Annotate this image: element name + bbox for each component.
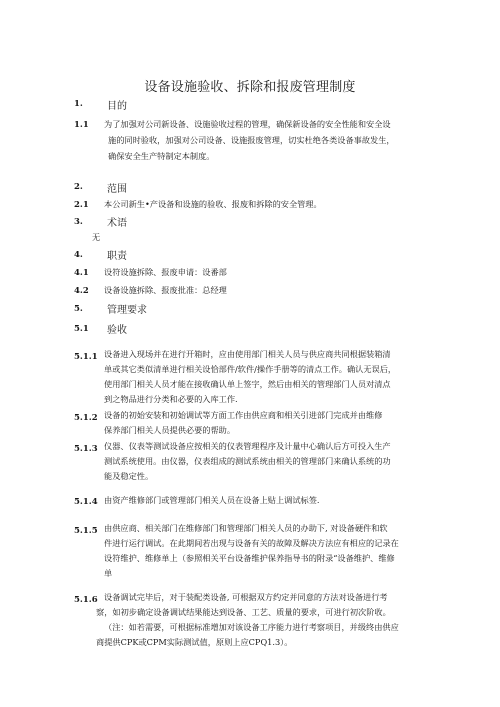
para-4-2-text: 设备设施拆除、报废批准：总经理 — [104, 285, 227, 295]
section-2-heading: 范围 — [107, 184, 127, 195]
para-1-1-text — [104, 116, 395, 164]
section-5-1-heading: 验收 — [107, 325, 127, 336]
para-2-1-text: 本公司新生•产设备和设施的验收、报废和拆除的安全管理。 — [104, 199, 322, 209]
para-5-1-4-text: 由资产维修部门或管理部门相关人员在设备上贴上调试标签. — [104, 495, 320, 505]
para-line: 仪器、仪表等测试设备应按相关的仪表管理程序及计量中心确认后方可投入生产 — [104, 441, 391, 451]
para-5-1-3-number: 5.1.3 — [74, 444, 98, 454]
section-4-number: 4. — [74, 250, 83, 260]
para-line: 能及稳定性。 — [104, 471, 154, 481]
para-line: 单 — [104, 568, 113, 578]
para-1-1-line: 确保安全生产特制定本制度。 — [108, 151, 215, 161]
para-line: 单或其它类似清单进行相关设恰部件/软件/操作手册等的清点工作。确认无误后， — [104, 364, 397, 374]
para-5-1-6-text — [96, 590, 399, 650]
section-5-number: 5. — [74, 304, 83, 314]
para-5-1-6-number: 5.1.6 — [74, 595, 98, 605]
para-line: 察，如初步确定设备调试结果能达到设备、工艺、质量的要求，可进行初次阶收。 — [96, 607, 391, 617]
para-5-1-2-text — [104, 408, 382, 438]
para-5-1-3-text — [104, 439, 391, 484]
para-line: 由供应商、相关部门在维修部门和管理部门相关人员的办助下, 对设备硬件和软 — [104, 523, 388, 533]
para-line: 商提供CPK或CPM实际测试值，原则上应CPQ1.3）。 — [96, 637, 293, 647]
para-4-1-number: 4.1 — [74, 268, 89, 278]
para-line: （注：如若需要，可根据标准增加对该设备工序能力进行考察项目，并级终由供应 — [104, 622, 399, 632]
para-1-1-line: 为了加强对公司新设备、设施验收过程的管理，确保新设备的安全性能和安全设 — [104, 119, 391, 129]
para-line: 件进行运行调试。在此期间若出现与设备有关的故障及解决方法应有相应的记录在 — [104, 538, 399, 548]
section-5-heading: 管理要求 — [107, 305, 147, 316]
section-3-heading: 术语 — [107, 218, 127, 229]
para-4-2-number: 4.2 — [74, 286, 89, 296]
section-3-number: 3. — [74, 217, 83, 227]
para-5-1-5-number: 5.1.5 — [74, 526, 98, 536]
para-5-1-5-text — [104, 521, 399, 581]
para-5-1-1-text — [104, 347, 396, 407]
section-1-heading: 目的 — [107, 101, 127, 112]
section-5-1-number: 5.1 — [74, 324, 89, 334]
section-2-number: 2. — [74, 182, 83, 192]
para-line: 使用部门相关人员才能在接收确认单上签字，然后由相关的管理部门人员对清点 — [104, 379, 391, 389]
para-1-1-number: 1.1 — [74, 120, 89, 130]
para-2-1-number: 2.1 — [74, 200, 89, 210]
para-line: 到之物品进行分类和必要的入库工作. — [104, 394, 238, 404]
section-3-text: 无 — [92, 232, 101, 242]
para-line: 设符维护、维修单上（参照相关平台设备维护保养指导书的附录“设备维护、维修 — [104, 553, 395, 563]
para-line: 测试系统使用。由仪器，仪表组成的测试系统由相关的管理部门来确认系统的功 — [104, 456, 391, 466]
para-line: 设备进入现场并在进行开箱时，应由使用部门相关人员与供应商共同根据装箱清 — [104, 349, 391, 359]
para-line: 设备的初始安装和初始调试等方面工作由供应商和相关引进部门完成并由维修 — [104, 410, 383, 420]
section-4-heading: 职责 — [107, 251, 127, 262]
para-5-1-4-number: 5.1.4 — [74, 497, 98, 507]
para-4-1-text: 设符设施拆除、报废申请：设番部 — [104, 267, 227, 277]
para-line: 设备调试完毕后，对于装配类设备, 可根据双方约定并同意的方法对设备进行考 — [104, 592, 388, 602]
section-1-number: 1. — [74, 99, 83, 109]
para-5-1-1-number: 5.1.1 — [74, 352, 98, 362]
document-title: 设备设施验收、拆除和报废管理制度 — [144, 80, 356, 95]
para-5-1-2-number: 5.1.2 — [74, 413, 98, 423]
para-1-1-line: 施的同时验收，加强对公司设备、设施报废管理，切实杜绝各类设备事故发生， — [108, 135, 395, 145]
para-line: 保养部门相关人员提供必要的帮助。 — [104, 425, 236, 435]
